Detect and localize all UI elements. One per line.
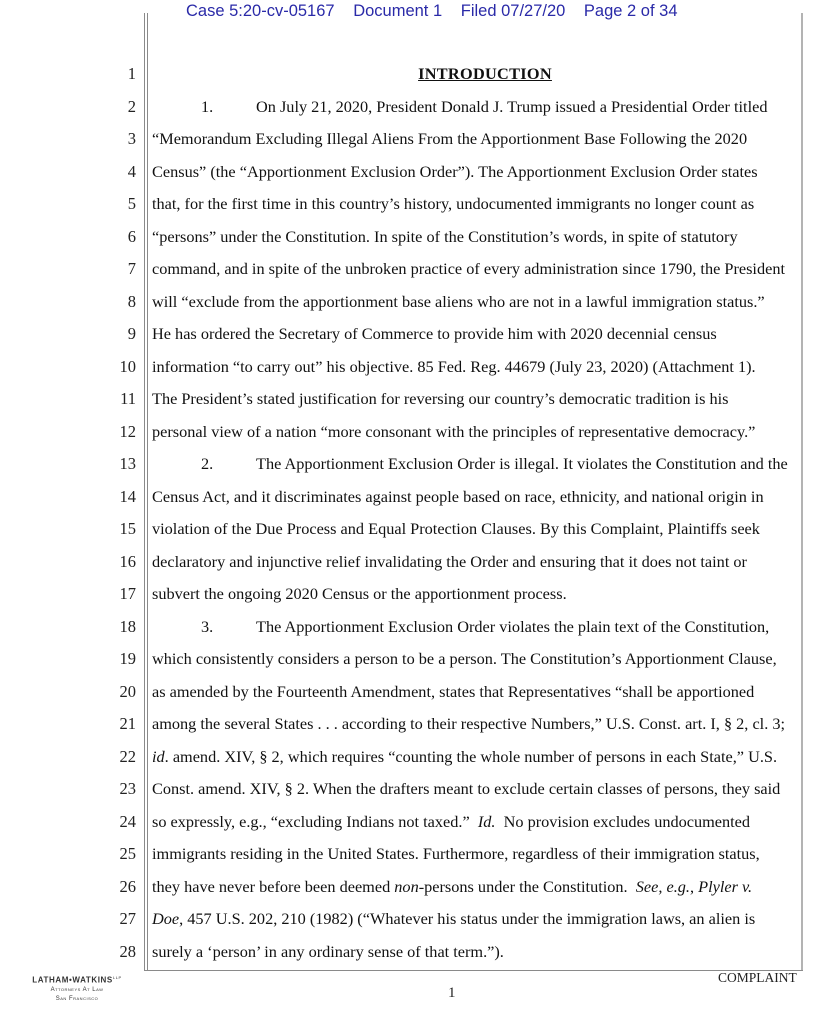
text-line: that, for the first time in this country’s history, undocumented immigrants no longer count as — [152, 194, 755, 213]
paragraph-3-start — [152, 615, 800, 648]
text-line: subvert the ongoing 2020 Census or the apportionment process. — [152, 584, 567, 603]
text-line-content: On July 21, 2020, President Donald J. Trump issued a Presidential Order titled — [256, 96, 768, 116]
text-line: immigrants residing in the United States. Furthermore, regardless of their immigration status, — [152, 844, 760, 863]
page-number: 1 — [448, 985, 456, 1001]
left-margin-rule-inner — [147, 13, 148, 971]
line-number: 9 — [127, 324, 136, 343]
line-number: 4 — [127, 161, 136, 181]
line-number: 10 — [119, 356, 136, 376]
ecf-header-stamp — [186, 0, 692, 22]
line-number: 24 — [119, 811, 136, 831]
text-line: declaratory and injunctive relief invalidating the Order and ensuring that it does not taint or — [152, 551, 747, 571]
line-number: 21 — [119, 714, 136, 733]
line-number: 23 — [119, 779, 136, 798]
text-line: which consistently considers a person to be a person. The Constitution’s Apportionment Clause, — [152, 649, 777, 668]
line-number: 22 — [119, 746, 136, 766]
text-line-content: , — [690, 876, 699, 896]
paragraph-number: 2. — [201, 454, 214, 473]
line-number: 14 — [119, 486, 136, 506]
text-line: “Memorandum Excluding Illegal Aliens From the Apportionment Base Following the 2020 — [152, 129, 748, 148]
line-number: 3 — [127, 129, 136, 148]
document-number: Document 1 — [353, 2, 443, 20]
line-number: 12 — [119, 421, 136, 441]
italic-citation: Id. — [477, 811, 496, 831]
firm-location: San Francisco — [55, 995, 99, 1002]
text-line: Const. amend. XIV, § 2. When the drafters meant to exclude certain classes of persons, they said — [152, 779, 781, 798]
text-line — [152, 745, 800, 778]
text-line — [152, 907, 800, 940]
line-number: 28 — [119, 941, 136, 961]
line-number: 7 — [127, 259, 136, 278]
italic-case-name: Plyler v. — [698, 876, 753, 896]
line-number: 25 — [119, 844, 136, 863]
text-line-content: -persons under the Constitution. — [418, 876, 636, 896]
line-number: 17 — [119, 584, 136, 603]
text-line: personal view of a nation “more consonant with the principles of representative democracy.” — [152, 421, 756, 441]
text-line: violation of the Due Process and Equal Protection Clauses. By this Complaint, Plaintiffs seek — [152, 519, 760, 538]
line-number: 5 — [127, 194, 136, 213]
paragraph-number: 1. — [201, 96, 214, 116]
line-number: 19 — [119, 649, 136, 668]
italic-case-name: Doe — [152, 909, 180, 928]
italic-citation: id — [152, 746, 165, 766]
text-line-content: The Apportionment Exclusion Order violates the plain text of the Constitution, — [256, 616, 770, 636]
text-line-content: so expressly, e.g., “excluding Indians not taxed.” — [152, 811, 478, 831]
line-number: 27 — [119, 909, 136, 928]
firm-name — [22, 972, 132, 986]
text-line-content: . amend. XIV, § 2, which requires “counting the whole number of persons in each State,” U.S. — [164, 746, 778, 766]
text-line-content: The Apportionment Exclusion Order is illegal. It violates the Constitution and the — [256, 454, 788, 473]
firm-suffix: LLP — [112, 975, 122, 980]
text-line-content: , 457 U.S. 202, 210 (1982) (“Whatever his status under the immigration laws, an alien is — [179, 909, 756, 928]
text-line: among the several States . . . according to their respective Numbers,” U.S. Const. art. I, § 2, cl. 3; — [152, 714, 785, 733]
line-number: 13 — [119, 454, 136, 473]
italic-emphasis: non — [394, 876, 419, 896]
text-line: Census” (the “Apportionment Exclusion Order”). The Apportionment Exclusion Order states — [152, 161, 758, 181]
line-number: 16 — [119, 551, 136, 571]
filed-date: Filed 07/27/20 — [460, 2, 566, 20]
line-number: 1 — [127, 64, 136, 83]
document-title-footer: COMPLAINT — [718, 970, 797, 985]
left-margin-rule-outer — [144, 13, 145, 971]
line-number: 15 — [119, 519, 136, 538]
document-body — [152, 62, 800, 972]
text-line: as amended by the Fourteenth Amendment, states that Representatives “shall be apportioned — [152, 681, 755, 701]
line-number: 11 — [120, 389, 136, 408]
text-line: He has ordered the Secretary of Commerce to provide him with 2020 decennial census — [152, 324, 717, 343]
text-line: surely a ‘person’ in any ordinary sense of that term.”). — [152, 941, 504, 961]
case-number: Case 5:20-cv-05167 — [186, 2, 335, 20]
text-line-content: they have never before been deemed — [152, 876, 395, 896]
page-indicator: Page 2 of 34 — [583, 2, 678, 20]
paragraph-1-start — [152, 95, 800, 128]
line-number: 18 — [119, 616, 136, 636]
firm-logo — [22, 972, 132, 1004]
section-heading: INTRODUCTION — [418, 64, 552, 83]
firm-name-text: LATHAM•WATKINS — [32, 975, 113, 985]
text-line — [152, 810, 800, 843]
text-line: “persons” under the Constitution. In spite of the Constitution’s words, in spite of statutory — [152, 226, 738, 246]
firm-tagline: Attorneys At Law — [50, 986, 104, 993]
line-number: 6 — [127, 226, 136, 246]
paragraph-2-start — [152, 452, 800, 485]
text-line: will “exclude from the apportionment base aliens who are not in a lawful immigration status.” — [152, 291, 765, 311]
text-line — [152, 875, 800, 908]
text-line: command, and in spite of the unbroken practice of every administration since 1790, the President — [152, 259, 785, 278]
line-number: 20 — [119, 681, 136, 701]
pleading-line-numbers — [96, 62, 136, 972]
line-number: 2 — [127, 96, 136, 116]
right-margin-rule — [801, 13, 803, 971]
line-number: 26 — [119, 876, 136, 896]
text-line: information “to carry out” his objective. 85 Fed. Reg. 44679 (July 23, 2020) (Attachment 1). — [152, 356, 756, 376]
line-number: 8 — [127, 291, 136, 311]
text-line: The President’s stated justification for reversing our country’s democratic tradition is his — [152, 389, 729, 408]
paragraph-number: 3. — [201, 616, 214, 636]
text-line-content: No provision excludes undocumented — [495, 811, 751, 831]
text-line: Census Act, and it discriminates against people based on race, ethnicity, and national origin in — [152, 486, 764, 506]
italic-signal: See, e.g. — [635, 876, 691, 896]
